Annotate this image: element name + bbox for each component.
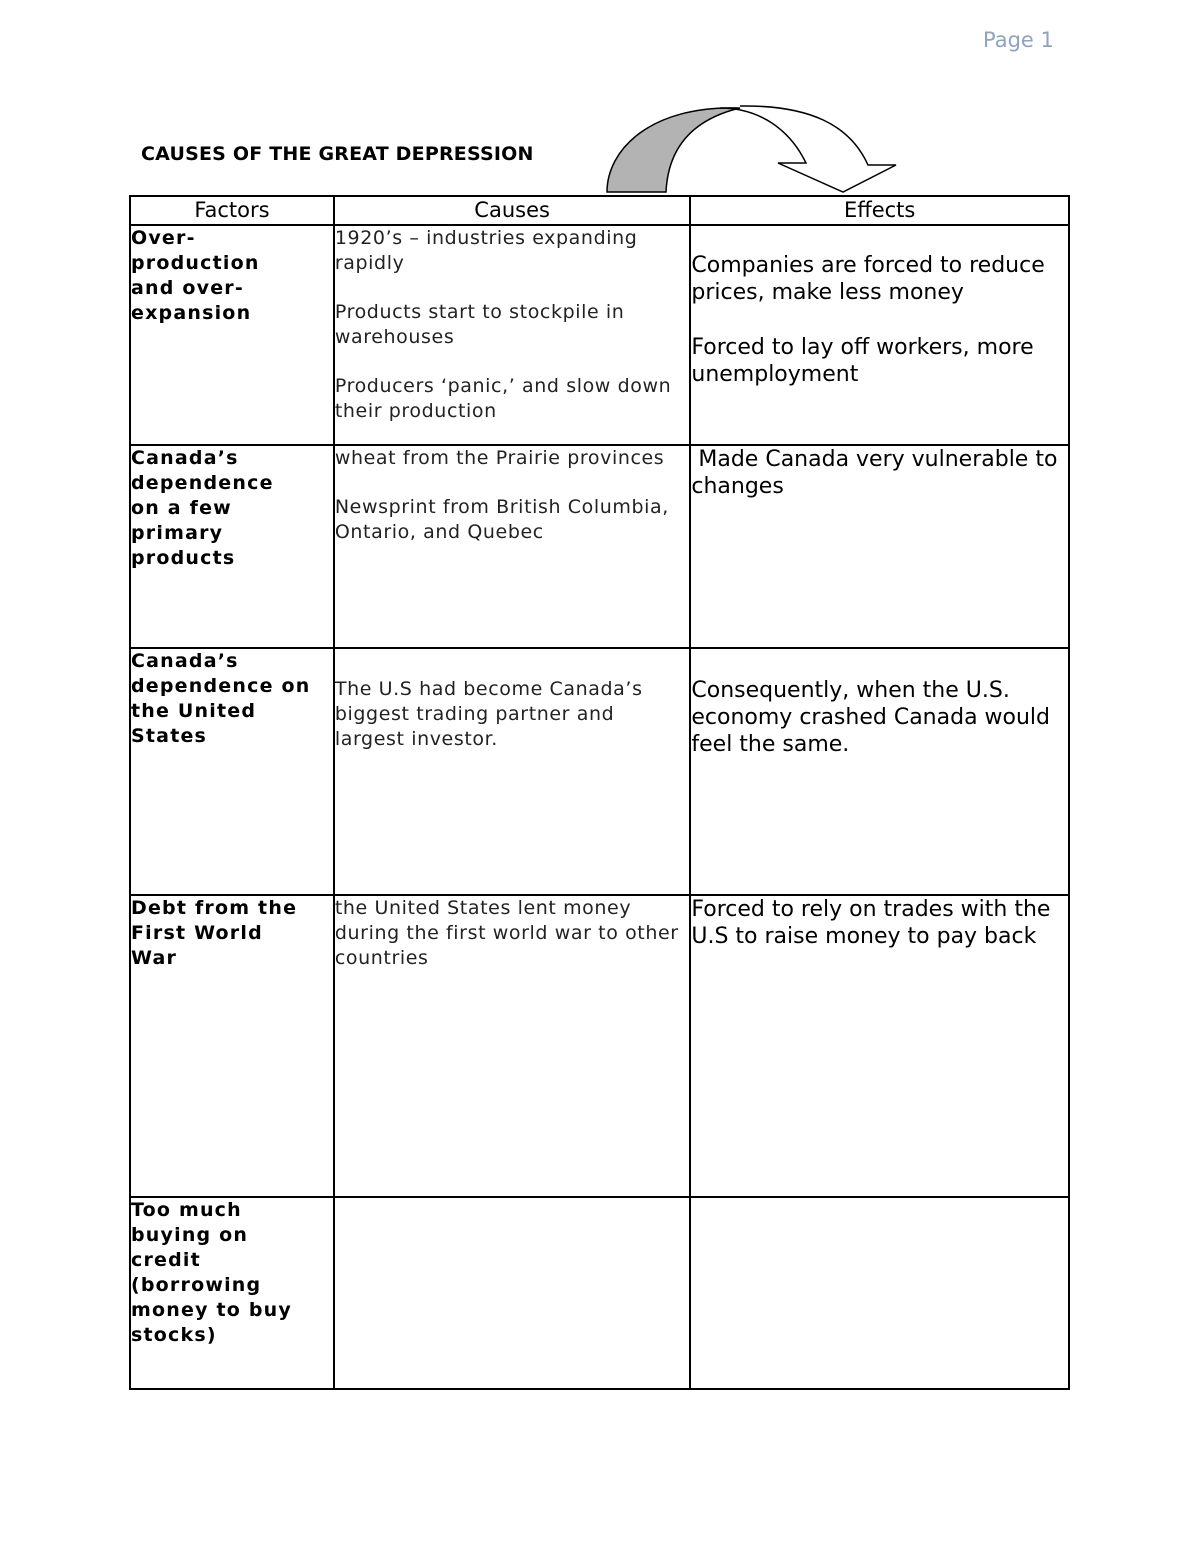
effect-text: Consequently, when the U.S. economy crashed Canada would feel the same. bbox=[691, 678, 1051, 757]
effect-text: Made Canada very vulnerable to changes bbox=[691, 447, 1065, 499]
causes-cell bbox=[334, 895, 691, 1197]
effects-cell bbox=[690, 648, 1069, 895]
effect-text: Companies are forced to reduce prices, make less money bbox=[691, 253, 1045, 305]
table-row bbox=[130, 648, 1069, 895]
cause-text: wheat from the Prairie provinces bbox=[334, 447, 665, 469]
effect-text: Forced to rely on trades with the U.S to raise money to pay back bbox=[691, 897, 1051, 949]
table-row bbox=[130, 1197, 1069, 1389]
effects-cell bbox=[690, 1197, 1069, 1389]
effects-cell bbox=[690, 895, 1069, 1197]
curved-arrow-graphic bbox=[600, 100, 910, 200]
factor-cell bbox=[130, 445, 334, 648]
causes-cell bbox=[334, 648, 691, 895]
table-row bbox=[130, 445, 1069, 648]
factor-cell bbox=[130, 895, 334, 1197]
factor-text: Over-production and over-expansion bbox=[131, 227, 260, 324]
header-effects: Effects bbox=[690, 196, 1069, 225]
table-header-row bbox=[130, 196, 1069, 225]
factor-text: Too much buying on credit (borrowing money to buy stocks) bbox=[131, 1199, 292, 1346]
cause-text: 1920’s – industries expanding rapidly bbox=[334, 227, 638, 274]
cause-text: Products start to stockpile in warehouses bbox=[334, 301, 625, 348]
effects-cell bbox=[690, 445, 1069, 648]
effects-cell bbox=[690, 225, 1069, 445]
header-factors: Factors bbox=[130, 196, 334, 225]
effect-text: Forced to lay off workers, more unemployment bbox=[691, 335, 1034, 387]
causes-cell bbox=[334, 445, 691, 648]
factor-text: Debt from the First World War bbox=[131, 897, 298, 969]
causes-cell bbox=[334, 225, 691, 445]
table-row bbox=[130, 225, 1069, 445]
cause-text: Producers ‘panic,’ and slow down their production bbox=[334, 375, 672, 422]
cause-text: the United States lent money during the first world war to other countries bbox=[334, 897, 679, 969]
page-number-label: Page 1 bbox=[983, 28, 1054, 52]
table-row bbox=[130, 895, 1069, 1197]
factor-cell bbox=[130, 1197, 334, 1389]
factor-text: Canada’s dependence on the United States bbox=[131, 650, 311, 747]
causes-table bbox=[129, 195, 1070, 1390]
cause-text: Newsprint from British Columbia, Ontario, and Quebec bbox=[334, 496, 669, 543]
cause-text: The U.S had become Canada’s biggest trading partner and largest investor. bbox=[334, 678, 643, 750]
causes-cell bbox=[334, 1197, 691, 1389]
factor-cell bbox=[130, 648, 334, 895]
document-title: CAUSES OF THE GREAT DEPRESSION bbox=[141, 143, 534, 165]
factor-cell bbox=[130, 225, 334, 445]
header-causes: Causes bbox=[334, 196, 691, 225]
factor-text: Canada’s dependence on a few primary products bbox=[131, 447, 274, 569]
